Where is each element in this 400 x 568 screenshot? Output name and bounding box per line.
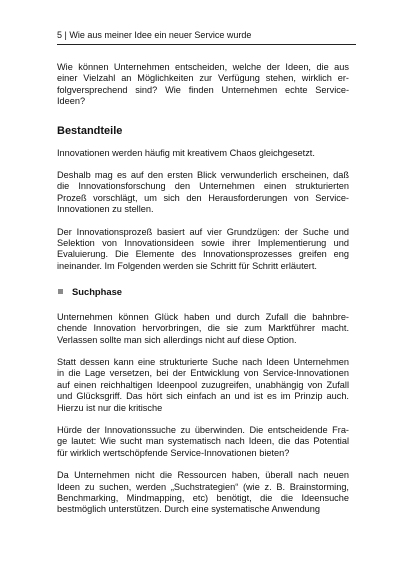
text-line: auf einen reichhaltigen Ideenpool zuzugreifen, unabhängig von Zufall: [57, 379, 349, 390]
running-header: 5 | Wie aus meiner Idee ein neuer Service wurde: [57, 30, 252, 40]
text-line: ineinander. Im Folgenden werden sie Schritt für Schritt erläutert.: [57, 260, 317, 271]
intro-paragraph: [57, 62, 349, 108]
document-body: [57, 62, 349, 527]
paragraph-luck: [57, 312, 349, 346]
text-line: bestmöglich unterstützen. Durch eine systematische Anwendung: [57, 504, 321, 515]
text-line: Deshalb mag es auf den ersten Blick verwunderlich erscheinen, daß: [57, 170, 349, 181]
header-rule: [57, 44, 356, 45]
text-line: Ideen?: [57, 96, 86, 107]
text-line: in die Lage versetzen, bei der Entwicklung von Service-Innovationen: [57, 368, 349, 379]
text-line: Benchmarking, Mindmapping, etc) benötigt, die die Ideensuche: [57, 492, 349, 503]
subheading-suchphase: [57, 286, 349, 297]
paragraph-innovation-chaos: [57, 148, 349, 159]
text-line: einer Vielzahl an Möglichkeiten zur Verfügung stehen, wirklich er-: [57, 73, 349, 84]
text-line: ge lautet: Wie sucht man systematisch nach Ideen, die das Potential: [57, 436, 349, 447]
text-line: Statt dessen kann eine strukturierte Suche nach Ideen Unternehmen: [57, 356, 349, 367]
text-line: Der Innovationsprozeß basiert auf vier Grundzügen: der Suche und: [57, 226, 349, 237]
text-line: Selektion von Innovationsideen sowie ihrer Implementierung und: [57, 238, 349, 249]
text-line: die Innovationsforschung den Unternehmen einen strukturierten: [57, 181, 349, 192]
section-title: Bestandteile: [57, 124, 123, 137]
text-line: Innovationen werden häufig mit kreativem Chaos gleichgesetzt.: [57, 147, 315, 158]
text-line: Hierzu ist nur die kritische: [57, 402, 163, 413]
text-line: Innovationen zu stellen.: [57, 204, 154, 215]
paragraph-four-principles: [57, 227, 349, 273]
text-line: Evaluierung. Die Elemente des Innovationsprozesses greifen eng: [57, 249, 349, 260]
text-line: Verlassen sollte man sich allerdings nicht auf diese Option.: [57, 334, 297, 345]
square-bullet-icon: [58, 289, 63, 294]
text-line: und Glücksgriff. Das hört sich einfach an und ist es im Prinzip auch.: [57, 391, 349, 402]
text-line: folgversprechend sind? Wie finden Unternehmen echte Service-: [57, 84, 349, 95]
text-line: Ideen zu suchen, werden „Suchstrategien“ (wie z. B. Brainstorming,: [57, 481, 349, 492]
text-line: Hürde der Innovationssuche zu überwinden. Die entscheidende Fra-: [57, 424, 349, 435]
paragraph-critical-hurdle: [57, 425, 349, 459]
paragraph-structured-process: [57, 170, 349, 216]
subheading-label: Suchphase: [72, 286, 123, 298]
text-line: chende Innovation hervorbringen, die sie zum Marktführer macht.: [57, 323, 349, 334]
paragraph-structured-search: [57, 357, 349, 414]
text-line: Prozeß vorschlägt, um sich den Herausforderungen von Service-: [57, 192, 349, 203]
text-line: Wie können Unternehmen entscheiden, welche der Ideen, die aus: [57, 62, 349, 72]
text-line: für wirklich wertschöpfende Service-Innovationen bieten?: [57, 447, 290, 458]
text-line: Unternehmen können Glück haben und durch Zufall die bahnbre-: [57, 311, 349, 322]
paragraph-search-strategies: [57, 470, 349, 516]
text-line: Da Unternehmen nicht die Ressourcen haben, überall nach neuen: [57, 470, 349, 481]
